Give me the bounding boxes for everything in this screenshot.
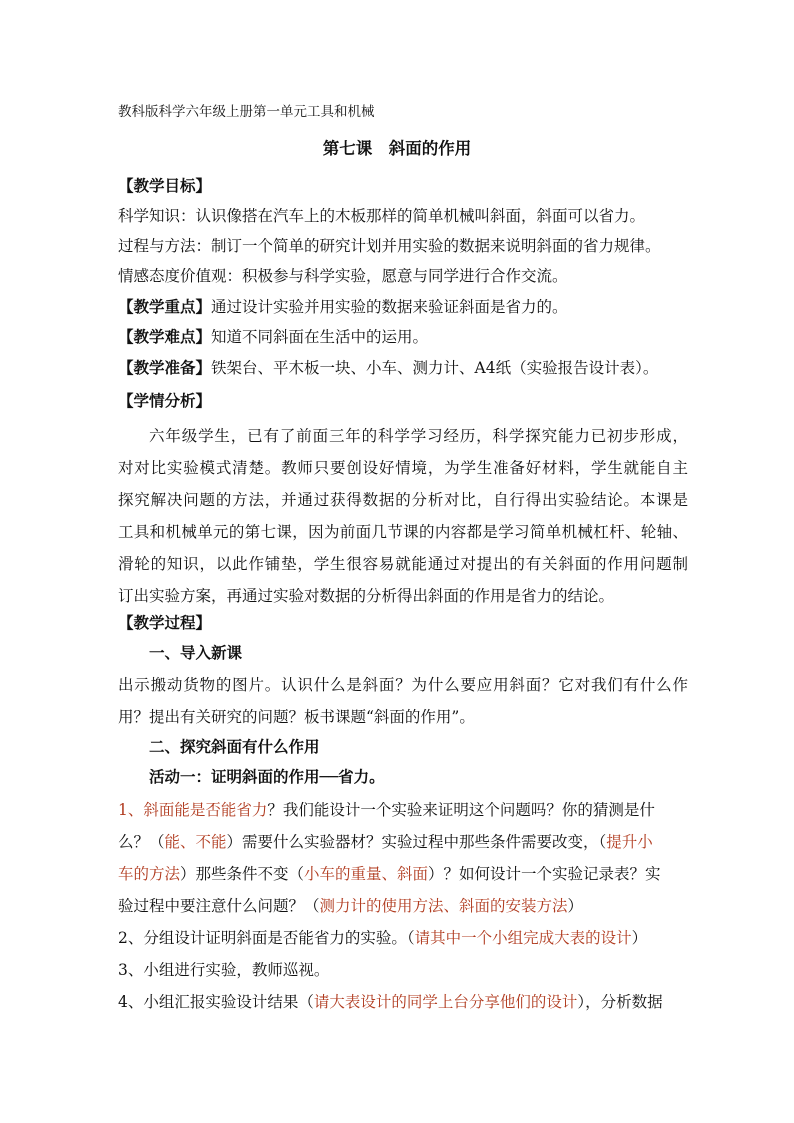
section-1-heading: 一、导入新课 [149,643,243,662]
intro-line: 出示搬动货物的图片。认识什么是斜面？为什么要应用斜面？它对我们有什么作 [118,676,688,694]
key-label: 【教学重点】 [118,297,212,316]
difficulty-label: 【教学难点】 [118,327,212,346]
difficulty-text: 知道不同斜面在生活中的运用。 [211,328,429,346]
analysis-line: 对对比实验模式清楚。教师只要创设好情境，为学生准备好材料，学生就能自主 [118,459,688,477]
item-1-text: ）？如何设计一个实验记录表？实 [428,865,661,883]
prep-label: 【教学准备】 [118,358,212,377]
prep-text: 铁架台、平木板一块、小车、测力计、A4纸（实验报告设计表）。 [211,359,659,377]
key-text: 通过设计实验并用实验的数据来验证斜面是省力的。 [211,298,568,316]
difficulty-point [118,327,688,347]
analysis-line: 六年级学生，已有了前面三年的科学学习经历，科学探究能力已初步形成， [149,427,688,445]
item-1-number: 1、 [118,801,144,819]
item-2-line [118,928,688,948]
goals-heading: 【教学目标】 [118,176,212,195]
analysis-heading: 【学情分析】 [118,391,212,410]
item-1-line [118,832,688,852]
key-point [118,297,688,317]
intro-line: 用？提出有关研究的问题？板书课题“斜面的作用”。 [118,708,475,726]
document-header: 教科版科学六年级上册第一单元工具和机械 [118,104,375,120]
item-2-text: 2、分组设计证明斜面是否能省力的实验。（ [118,929,415,947]
item-4-red-text: 请大表设计的同学上台分享他们的设计 [313,993,578,1011]
item-1-line [118,800,688,820]
item-4-text: ），分析数据 [577,993,663,1011]
analysis-line: 订出实验方案，再通过实验对数据的分析得出斜面的作用是省力的结论。 [118,587,615,605]
section-2-heading: 二、探究斜面有什么作用 [149,737,320,756]
analysis-line: 工具和机械单元的第七课，因为前面几节课的内容都是学习简单机械杠杆、轮轴、 [118,523,688,541]
item-1-line [118,896,688,916]
item-1-red-text: 斜面能是否能省力 [143,801,268,819]
item-1-text: ） [567,897,584,915]
item-4-text: 4、小组汇报实验设计结果（ [118,993,314,1011]
item-2-text: ） [631,929,648,947]
goal-method: 过程与方法：制订一个简单的研究计划并用实验的数据来说明斜面的省力规律。 [118,237,661,255]
item-1-text: ）需要什么实验器材？实验过程中那些条件需要改变，（ [226,833,607,851]
lesson-title: 第七课 斜面的作用 [322,139,472,158]
item-1-red-text: 车的方法 [118,865,181,883]
goal-knowledge: 科学知识：认识像搭在汽车上的木板那样的简单机械叫斜面，斜面可以省力。 [118,207,646,225]
analysis-line: 探究解决问题的方法，并通过获得数据的分析对比，自行得出实验结论。本课是 [118,491,688,509]
item-4-line [118,992,688,1012]
item-1-text: ）那些条件不变（ [180,865,305,883]
item-2-red-text: 请其中一个小组完成大表的设计 [414,929,632,947]
analysis-line: 滑轮的知识，以此作铺垫，学生很容易就能通过对提出的有关斜面的作用问题制 [118,555,688,573]
item-1-red-text: 能、不能 [164,833,227,851]
item-1-text: ？我们能设计一个实验来证明这个问题吗？你的猜测是什 [267,801,655,819]
process-heading: 【教学过程】 [118,613,212,632]
item-1-red-text: 测力计的使用方法、斜面的安装方法 [319,897,568,915]
preparation [118,358,688,378]
activity-1-heading: 活动一：证明斜面的作用──省力。 [149,767,385,786]
item-1-text: 么？（ [118,833,165,851]
goal-attitude: 情感态度价值观：积极参与科学实验，愿意与同学进行合作交流。 [118,267,568,285]
item-1-red-text: 小车的重量、斜面 [304,865,429,883]
item-1-red-text: 提升小 [606,833,653,851]
item-1-line [118,864,688,884]
item-1-text: 验过程中要注意什么问题？（ [118,897,320,915]
item-3-line: 3、小组进行实验，教师巡视。 [118,961,330,979]
